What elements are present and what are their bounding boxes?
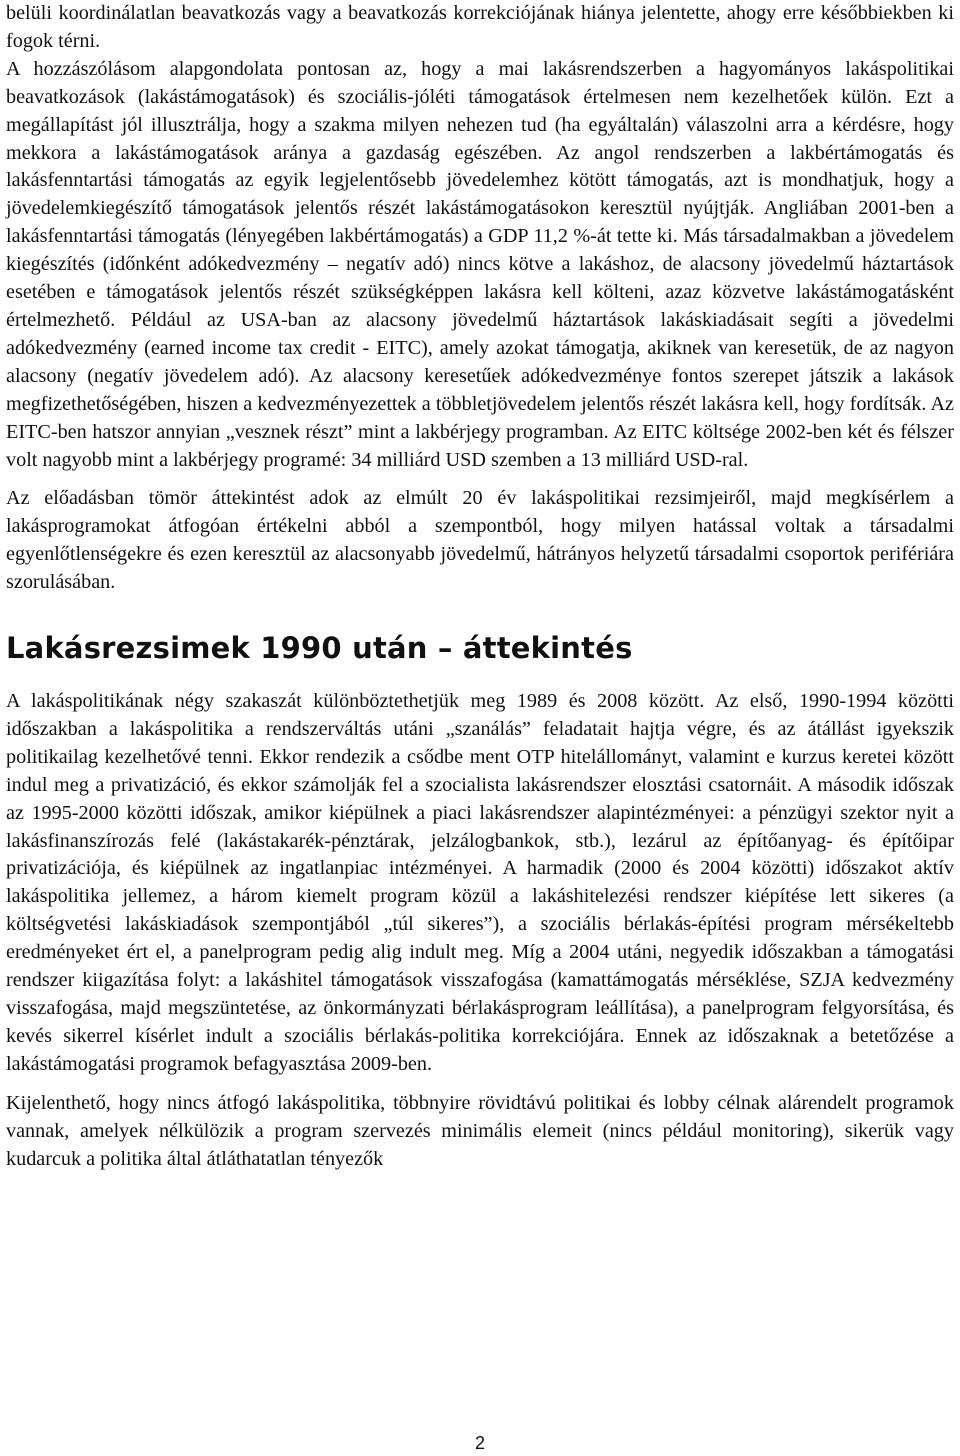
paragraph-housing-support-concept: A hozzászólásom alapgondolata pontosan az, hogy a mai lakásrendszerben a hagyományos lakáspolitikai beavatkozások (lakástámogatások) és szociális-jóléti támogatások értelmesen nem kezelhetőek külön. Ezt a megállapítást jól illusztrálja, hogy a szakma milyen nehezen tud (ha egyáltalán) válaszolni arra a kérdésre, hogy mekkora a lakástámogatások aránya a gazdaság egészében. Az angol rendszerben a lakbértámogatás és lakásfenntartási támogatás az egyik legjelentősebb jövedelemhez kötött támogatás, azt is mondhatjuk, hogy a jövedelemkiegészítő támogatások jelentős részét lakástámogatásokon keresztül nyújtják. Angliában 2001-ben a lakásfenntartási támogatás (lényegében lakbértámogatás) a GDP 11,2 %-át tette ki. Más társadalmakban a jövedelem kiegészítés (időnként adókedvezmény – negatív adó) nincs kötve a lakáshoz, de alacsony jövedelmű háztartások esetében e támogatások jelentős részét szükségképpen lakásra kell költeni, azaz közvetve lakástámogatásként értelmezhető. Például az USA-ban az alacsony jövedelmű háztartások lakáskiadásait segíti a jövedelmi adókedvezmény (earned income tax credit - EITC), amely azokat támogatja, akiknek van keresetük, de az nagyon alacsony (negatív jövedelem adó). Az alacsony keresetűek adókedvezménye fontos szerepet játszik a lakások megfizethetőségében, hiszen a kedvezményezettek a többletjövedelem jelentős részét lakásra kell, hogy fordítsák. Az EITC-ben hatszor annyian „vesznek részt” mint a lakbérjegy programban. Az EITC költsége 2002-ben két és félszer volt nagyobb mint a lakbérjegy programé: 34 milliárd USD szemben a 13 milliárd USD-ral. [6, 57, 954, 471]
paragraph-policy-assessment: Kijelenthető, hogy nincs átfogó lakáspolitika, többnyire rövidtávú politikai és lobby célnak alárendelt programok vannak, amelyek nélkülözik a program szervezés minimális elemeit (nincs például monitoring), sikerük vagy kudarcuk a politika által átláthatatlan tényezők [6, 1091, 954, 1170]
paragraph-housing-policy-phases: A lakáspolitikának négy szakaszát különböztethetjük meg 1989 és 2008 között. Az első, 1990-1994 közötti időszakban a lakáspolitika a rendszerváltás utáni „szanálás” feladatait hajtja végre, és az átállást igyekszik politikailag kezelhetővé tenni. Ekkor rendezik a csődbe ment OTP hitelállományt, valamint e kurzus keretei között indul meg a privatizáció, és ekkor számolják fel a szocialista lakásrendszer elosztási csatornáit. A második időszak az 1995-2000 közötti időszak, amikor kiépülnek a piaci lakásrendszer alapintézményei: a pénzügyi szektor nyit a lakásfinanszírozás felé (lakástakarék-pénztárak, jelzálogbankok, stb.), lezárul az építőanyag- és építőipar privatizációja, és kiépülnek az ingatlanpiac intézményei. A harmadik (2000 és 2004 közötti) időszakot aktív lakáspolitika jellemez, a három kiemelt program közül a lakáshitelezési rendszer kiépítése lett sikeres (a költségvetési lakáskiadások szempontjából „túl sikeres”), a szociális bérlakás-építési program mérsékeltebb eredményeket ért el, a panelprogram pedig alig indult meg. Míg a 2004 utáni, negyedik időszakban a támogatási rendszer kiigazítása folyt: a lakáshitel támogatások visszafogása (kamattámogatás mérséklése, SZJA kedvezmény visszafogása, majd megszüntetése, az önkormányzati bérlakásprogram leállítása), a panelprogram felgyorsítása, és kevés sikerrel kísérlet indult a szociális bérlakás-politika korrekciójára. Ennek az időszaknak a betetőzése a lakástámogatási programok befagyasztása 2009-ben. [6, 690, 954, 1075]
paragraph-continuation: belüli koordinálatlan beavatkozás vagy a beavatkozás korrekciójának hiánya jelentette, ahogy erre későbbiekben ki fogok térni. [6, 2, 954, 52]
section-heading: Lakásrezsimek 1990 után – áttekintés [6, 631, 633, 666]
document-page [6, 0, 954, 1173]
paragraph-presentation-overview: Az előadásban tömör áttekintést adok az elmúlt 20 év lakáspolitikai rezsimjeiről, majd megkísérlem a lakásprogramokat átfogóan értékelni abból a szempontból, hogy milyen hatással voltak a társadalmi egyenlőtlenségekre és ezen keresztül az alacsonyabb jövedelmű, hátrányos helyzetű társadalmi csoportok perifériára szorulásában. [6, 487, 954, 594]
page-number: 2 [474, 1433, 485, 1453]
